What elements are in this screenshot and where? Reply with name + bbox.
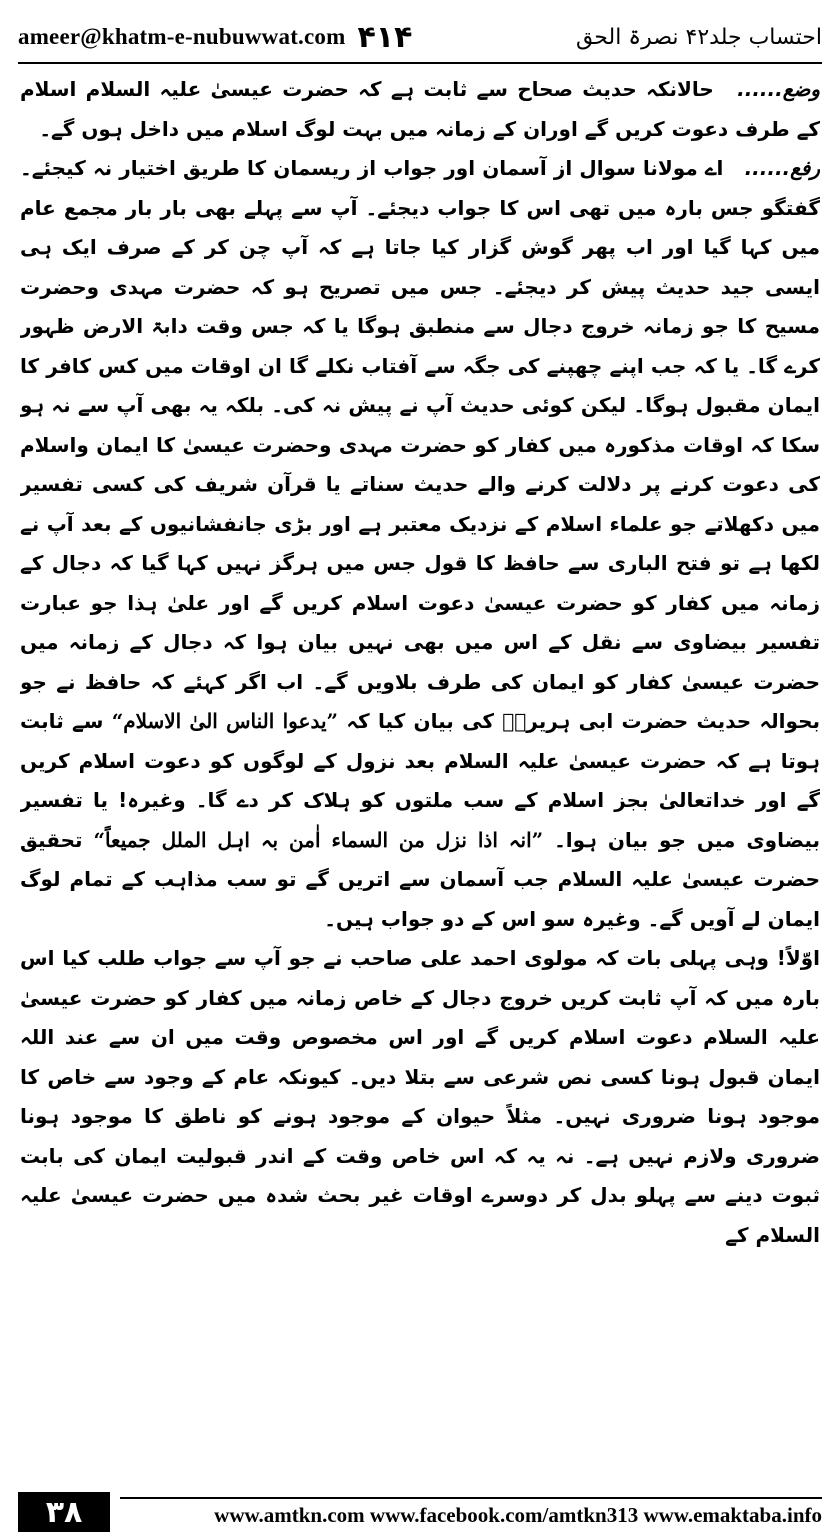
- page-header: [18, 14, 822, 60]
- rafa-label: رفع......: [744, 156, 820, 180]
- footer-page-number: ۳۸: [18, 1492, 110, 1532]
- rafa-text-2: سے ثابت ہوتا ہے کہ حضرت عیسیٰ علیہ السلام بعد نزول کے لوگوں کو دعوت اسلام کریں گے اور خداتعالیٰ بجز اسلام کے سب ملتوں کو ہلاک کر دے گا۔ وغیرہ! یا تفسیر بیضاوی میں جو بیان ہوا۔: [20, 709, 820, 852]
- footer-links-block: [110, 1492, 822, 1532]
- footer-divider: [120, 1497, 822, 1499]
- page-body: [20, 70, 820, 1482]
- paragraph-rafa: [20, 149, 820, 939]
- paragraph-awwalan: [20, 939, 820, 1255]
- wada-text: حالانکہ حدیث صحاح سے ثابت ہے کہ حضرت عیسیٰ علیہ السلام اسلام کے طرف دعوت کریں گے اوران کے زمانہ میں بہت لوگ اسلام میں داخل ہوں گے۔: [20, 77, 820, 141]
- header-page-number: ۴۱۴: [357, 19, 413, 55]
- header-left-group: [18, 20, 412, 55]
- header-email[interactable]: ameer@khatm-e-nubuwwat.com: [18, 24, 346, 49]
- header-book-title: احتساب جلد۴۲ نصرۃ الحق: [575, 24, 822, 50]
- paragraph-wada: [20, 70, 820, 149]
- rafa-text: اے مولانا سوال از آسمان اور جواب از ریسمان کا طریق اختیار نہ کیجئے۔ گفتگو جس بارہ میں تھی اس کا جواب دیجئے۔ آپ سے پہلے بھی بار بار مجمع عام میں کہا گیا اور اب پھر گوش گزار کیا جاتا ہے کہ آپ چن کر کے صرف ایک ہی ایسی جید حدیث پیش کر دیجئے۔ جس میں تصریح ہو کہ حضرت مہدی وحضرت مسیح کا جو زمانہ خروج دجال سے منطبق ہوگا یا کہ جس وقت دابۃ الارض ظہور کرے گا۔ یا کہ جب اپنے چھپنے کی جگہ سے آفتاب نکلے گا ان اوقات میں کس کافر کا ایمان مقبول ہوگا۔ لیکن کوئی حدیث آپ نے پیش نہ کی۔ بلکہ یہ بھی آپ سے نہ ہو سکا کہ اوقات مذکورہ میں کفار کو حضرت مہدی وحضرت عیسیٰ کا ایمان واسلام کی دعوت کرنے پر دلالت کرنے والے حدیث سناتے یا قرآن شریف کی کسی تفسیر میں دکھلاتے جو علماء اسلام کے نزدیک معتبر ہے اور بڑی جانفشانیوں کے بعد آپ نے لکھا ہے تو فتح الباری سے حافظ کا قول جس میں ہرگز نہیں کہا گیا کہ دجال کے زمانہ میں کفار کو حضرت عیسیٰ دعوت اسلام کریں گے اور علیٰ ہذا جو عبارت تفسیر بیضاوی سے نقل کے اس میں بھی نہیں بیان ہوا کہ دجال کے زمانہ میں حضرت عیسیٰ کفار کو ایمان کی طرف بلاویں گے۔ اب اگر کہئے کہ حافظ نے جو بحوالہ حدیث حضرت ابی ہریرہؓ کی بیان کیا کہ: [20, 156, 820, 733]
- arabic-quote-2: ”انہ اذا نزل من السماء اٰمن بہ اہل الملل جمیعاً“: [93, 827, 544, 852]
- arabic-quote-1: ”یدعوا الناس الیٰ الاسلام“: [111, 709, 339, 733]
- page-footer: [18, 1492, 822, 1532]
- awwalan-text: وہی پہلی بات کہ مولوی احمد علی صاحب نے جو آپ سے جواب طلب کیا اس بارہ میں کہ آپ ثابت کریں خروج دجال کے خاص زمانہ میں کفار کو حضرت عیسیٰ علیہ السلام دعوت اسلام کریں گے اور اس مخصوص وقت میں ان سے عند اللہ ایمان قبول ہونا کسی نص شرعی سے بتلا دیں۔ کیونکہ عام کے وجود سے خاص کا موجود ہونا ضروری نہیں۔ مثلاً حیوان کے موجود ہونے کو ناطق کا موجود ہونا ضروری ولازم نہیں ہے۔ نہ یہ کہ اس خاص وقت کے اندر قبولیت ایمان کی بابت ثبوت دینے سے پہلو بدل کر دوسرے اوقات غیر بحث شدہ میں حضرت عیسیٰ علیہ السلام کے: [20, 946, 820, 1247]
- rafa-text-3: تحقیق حضرت عیسیٰ علیہ السلام جب آسمان سے اتریں گے تو سب مذاہب کے تمام لوگ ایمان لے آویں گے۔ وغیرہ سو اس کے دو جواب ہیں۔: [20, 827, 820, 931]
- awwalan-label: اوّلاً!: [776, 946, 820, 970]
- header-divider: [18, 62, 822, 64]
- footer-website-links[interactable]: www.amtkn.com www.facebook.com/amtkn313 www.emaktaba.info: [214, 1502, 822, 1527]
- wada-label: وضع......: [737, 77, 820, 101]
